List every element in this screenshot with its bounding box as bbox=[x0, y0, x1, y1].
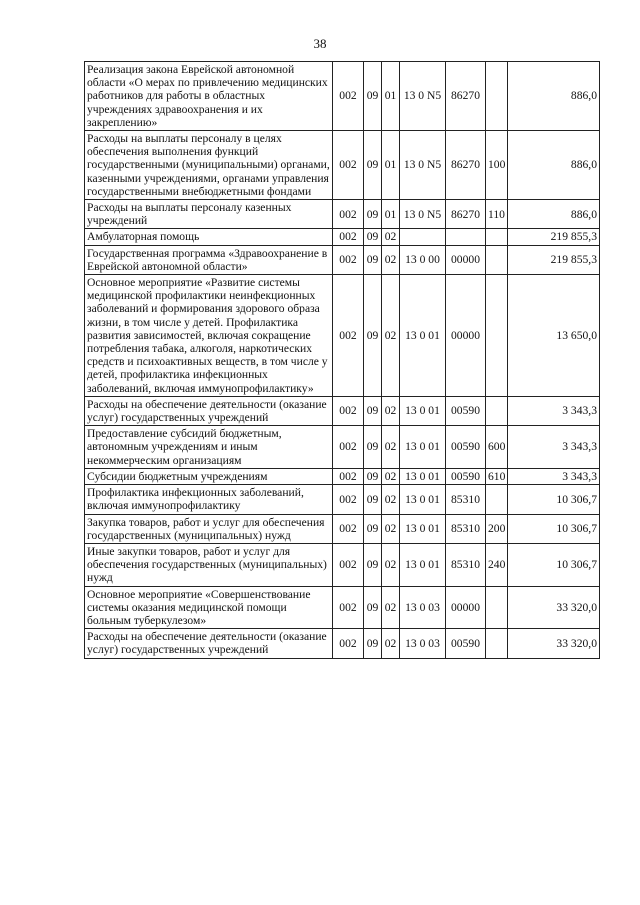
row-vr bbox=[486, 275, 508, 397]
budget-table-body bbox=[85, 62, 600, 659]
row-grbs: 002 bbox=[333, 586, 364, 629]
table-row bbox=[85, 245, 600, 274]
row-sum: 3 343,3 bbox=[508, 396, 600, 425]
row-csr-suffix: 00000 bbox=[446, 275, 486, 397]
row-sum: 886,0 bbox=[508, 62, 600, 131]
row-csr-prefix: 13 0 N5 bbox=[400, 200, 446, 229]
row-pr: 01 bbox=[382, 62, 400, 131]
row-csr-prefix: 13 0 03 bbox=[400, 586, 446, 629]
row-csr-prefix: 13 0 01 bbox=[400, 275, 446, 397]
row-csr-suffix: 85310 bbox=[446, 514, 486, 543]
row-rz: 09 bbox=[364, 229, 382, 245]
row-rz: 09 bbox=[364, 396, 382, 425]
row-pr: 02 bbox=[382, 275, 400, 397]
row-pr: 02 bbox=[382, 514, 400, 543]
table-row bbox=[85, 396, 600, 425]
row-csr-prefix: 13 0 01 bbox=[400, 485, 446, 514]
row-grbs: 002 bbox=[333, 275, 364, 397]
row-pr: 02 bbox=[382, 229, 400, 245]
row-grbs: 002 bbox=[333, 131, 364, 200]
row-vr bbox=[486, 62, 508, 131]
row-vr bbox=[486, 245, 508, 274]
row-sum: 33 320,0 bbox=[508, 629, 600, 658]
row-rz: 09 bbox=[364, 62, 382, 131]
table-row bbox=[85, 485, 600, 514]
row-vr bbox=[486, 229, 508, 245]
table-row bbox=[85, 514, 600, 543]
row-csr-prefix: 13 0 N5 bbox=[400, 131, 446, 200]
row-vr bbox=[486, 485, 508, 514]
row-sum: 219 855,3 bbox=[508, 229, 600, 245]
row-vr: 110 bbox=[486, 200, 508, 229]
row-grbs: 002 bbox=[333, 245, 364, 274]
row-sum: 886,0 bbox=[508, 200, 600, 229]
row-rz: 09 bbox=[364, 131, 382, 200]
row-sum: 3 343,3 bbox=[508, 426, 600, 469]
table-row bbox=[85, 131, 600, 200]
row-vr bbox=[486, 629, 508, 658]
row-pr: 02 bbox=[382, 245, 400, 274]
table-row bbox=[85, 275, 600, 397]
row-rz: 09 bbox=[364, 275, 382, 397]
row-name: Государственная программа «Здравоохранение в Еврейской автономной области» bbox=[85, 245, 333, 274]
row-grbs: 002 bbox=[333, 229, 364, 245]
row-pr: 02 bbox=[382, 485, 400, 514]
row-grbs: 002 bbox=[333, 514, 364, 543]
row-pr: 02 bbox=[382, 468, 400, 484]
row-name: Расходы на обеспечение деятельности (оказание услуг) государственных учреждений bbox=[85, 629, 333, 658]
row-rz: 09 bbox=[364, 514, 382, 543]
table-row bbox=[85, 229, 600, 245]
row-sum: 10 306,7 bbox=[508, 514, 600, 543]
row-name: Закупка товаров, работ и услуг для обеспечения государственных (муниципальных) нужд bbox=[85, 514, 333, 543]
row-csr-prefix: 13 0 01 bbox=[400, 468, 446, 484]
row-name: Амбулаторная помощь bbox=[85, 229, 333, 245]
row-name: Предоставление субсидий бюджетным, автономным учреждениям и иным некоммерческим организациям bbox=[85, 426, 333, 469]
row-csr-prefix: 13 0 01 bbox=[400, 396, 446, 425]
row-sum: 10 306,7 bbox=[508, 485, 600, 514]
row-csr-prefix bbox=[400, 229, 446, 245]
row-rz: 09 bbox=[364, 629, 382, 658]
row-vr: 600 bbox=[486, 426, 508, 469]
table-row bbox=[85, 468, 600, 484]
row-csr-suffix: 00590 bbox=[446, 426, 486, 469]
row-vr: 610 bbox=[486, 468, 508, 484]
row-name: Основное мероприятие «Развитие системы медицинской профилактики неинфекционных заболеваний и формирования здорового образа жизни, в том числе у детей. Профилактика развития зависимостей, включая сокращение потребления табака, алкоголя, наркотических средств и психоактивных веществ, в том числе у детей, профилактика инфекционных заболеваний, включая иммунопрофилактику» bbox=[85, 275, 333, 397]
table-row bbox=[85, 543, 600, 586]
row-sum: 886,0 bbox=[508, 131, 600, 200]
row-csr-prefix: 13 0 01 bbox=[400, 514, 446, 543]
row-rz: 09 bbox=[364, 245, 382, 274]
row-sum: 3 343,3 bbox=[508, 468, 600, 484]
row-csr-suffix: 85310 bbox=[446, 485, 486, 514]
row-csr-suffix: 00590 bbox=[446, 468, 486, 484]
row-csr-suffix: 00590 bbox=[446, 629, 486, 658]
row-grbs: 002 bbox=[333, 62, 364, 131]
row-csr-prefix: 13 0 01 bbox=[400, 543, 446, 586]
row-vr bbox=[486, 396, 508, 425]
row-csr-suffix bbox=[446, 229, 486, 245]
row-grbs: 002 bbox=[333, 396, 364, 425]
row-sum: 13 650,0 bbox=[508, 275, 600, 397]
table-row bbox=[85, 586, 600, 629]
row-rz: 09 bbox=[364, 485, 382, 514]
row-name: Профилактика инфекционных заболеваний, включая иммунопрофилактику bbox=[85, 485, 333, 514]
row-name: Расходы на выплаты персоналу казенных учреждений bbox=[85, 200, 333, 229]
row-rz: 09 bbox=[364, 468, 382, 484]
row-pr: 02 bbox=[382, 586, 400, 629]
row-grbs: 002 bbox=[333, 543, 364, 586]
row-pr: 01 bbox=[382, 200, 400, 229]
row-sum: 219 855,3 bbox=[508, 245, 600, 274]
row-pr: 01 bbox=[382, 131, 400, 200]
row-csr-suffix: 00000 bbox=[446, 586, 486, 629]
row-pr: 02 bbox=[382, 396, 400, 425]
page-number: 38 bbox=[313, 36, 327, 51]
budget-table bbox=[84, 61, 600, 659]
row-name: Реализация закона Еврейской автономной области «О мерах по привлечению медицинских работников для работы в областных учреждениях здравоохранения и их закреплению» bbox=[85, 62, 333, 131]
row-rz: 09 bbox=[364, 426, 382, 469]
row-grbs: 002 bbox=[333, 485, 364, 514]
row-csr-suffix: 86270 bbox=[446, 131, 486, 200]
row-csr-prefix: 13 0 01 bbox=[400, 426, 446, 469]
row-csr-prefix: 13 0 03 bbox=[400, 629, 446, 658]
row-name: Основное мероприятие «Совершенствование системы оказания медицинской помощи больным туберкулезом» bbox=[85, 586, 333, 629]
row-csr-suffix: 86270 bbox=[446, 62, 486, 131]
row-csr-suffix: 00000 bbox=[446, 245, 486, 274]
row-rz: 09 bbox=[364, 543, 382, 586]
table-row bbox=[85, 426, 600, 469]
row-name: Расходы на обеспечение деятельности (оказание услуг) государственных учреждений bbox=[85, 396, 333, 425]
row-name: Иные закупки товаров, работ и услуг для обеспечения государственных (муниципальных) нужд bbox=[85, 543, 333, 586]
row-pr: 02 bbox=[382, 543, 400, 586]
row-rz: 09 bbox=[364, 200, 382, 229]
row-grbs: 002 bbox=[333, 468, 364, 484]
row-csr-suffix: 86270 bbox=[446, 200, 486, 229]
row-vr: 200 bbox=[486, 514, 508, 543]
row-name: Расходы на выплаты персоналу в целях обеспечения выполнения функций государственными (муниципальными) органами, казенными учреждениями, органами управления государственными внебюджетными фондами bbox=[85, 131, 333, 200]
row-csr-suffix: 85310 bbox=[446, 543, 486, 586]
row-sum: 33 320,0 bbox=[508, 586, 600, 629]
row-name: Субсидии бюджетным учреждениям bbox=[85, 468, 333, 484]
table-row bbox=[85, 629, 600, 658]
row-sum: 10 306,7 bbox=[508, 543, 600, 586]
table-row bbox=[85, 200, 600, 229]
row-rz: 09 bbox=[364, 586, 382, 629]
row-vr: 100 bbox=[486, 131, 508, 200]
row-grbs: 002 bbox=[333, 426, 364, 469]
table-row bbox=[85, 62, 600, 131]
row-csr-suffix: 00590 bbox=[446, 396, 486, 425]
row-vr bbox=[486, 586, 508, 629]
row-grbs: 002 bbox=[333, 629, 364, 658]
row-pr: 02 bbox=[382, 629, 400, 658]
row-vr: 240 bbox=[486, 543, 508, 586]
row-pr: 02 bbox=[382, 426, 400, 469]
row-grbs: 002 bbox=[333, 200, 364, 229]
row-csr-prefix: 13 0 00 bbox=[400, 245, 446, 274]
row-csr-prefix: 13 0 N5 bbox=[400, 62, 446, 131]
